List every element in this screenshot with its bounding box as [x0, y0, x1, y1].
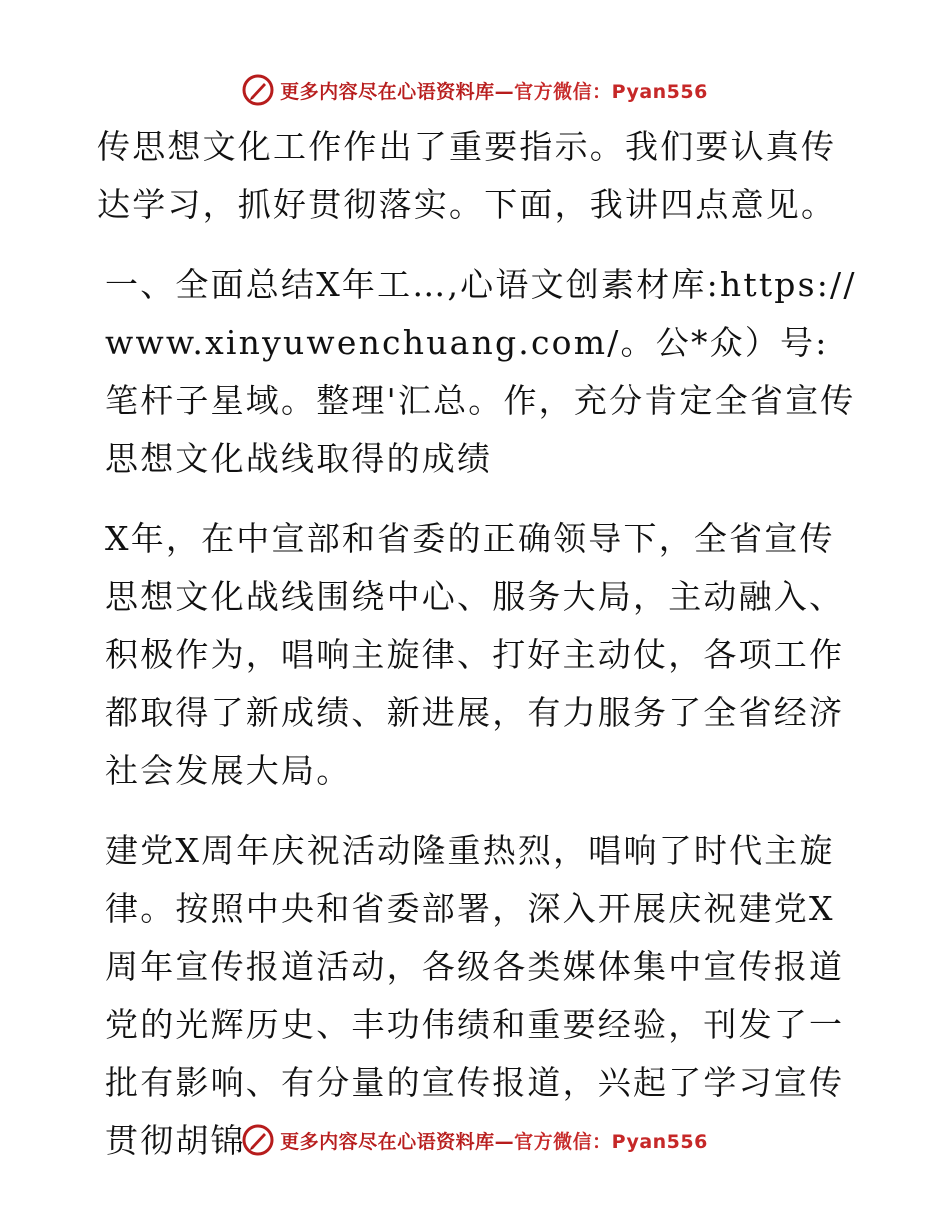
banner-label	[280, 77, 708, 104]
banner-text: 更多内容尽在心语资料库—	[280, 1130, 515, 1153]
quill-logo-icon	[242, 74, 274, 106]
quill-logo-icon	[242, 1124, 274, 1156]
banner-text: 更多内容尽在心语资料库—	[280, 80, 515, 103]
section-heading: 一、全面总结X年工…,心语文创素材库:https://www.xinyuwenchuang.com/。公*众）号:笔杆子星域。整理'汇总。作，充分肯定全省宣传思想文化战线取得的成绩	[105, 265, 857, 478]
header-banner	[0, 70, 950, 110]
document-body	[97, 118, 857, 1192]
footer-banner	[0, 1120, 950, 1160]
banner-label	[280, 1127, 708, 1154]
paragraph: 传思想文化工作作出了重要指示。我们要认真传达学习，抓好贯彻落实。下面，我讲四点意见。	[97, 127, 837, 224]
paragraph: X年，在中宣部和省委的正确领导下，全省宣传思想文化战线围绕中心、服务大局，主动融入、积极作为，唱响主旋律、打好主动仗，各项工作都取得了新成绩、新进展，有力服务了全省经济社会发展大局。	[105, 519, 845, 790]
banner-wechat: 官方微信：Pyan556	[514, 1130, 708, 1153]
banner-wechat: 官方微信：Pyan556	[514, 80, 708, 103]
paragraph: 建党X周年庆祝活动隆重热烈，唱响了时代主旋律。按照中央和省委部署，深入开展庆祝建党X周年宣传报道活动，各级各类媒体集中宣传报道党的光辉历史、丰功伟绩和重要经验，刊发了一批有影响、有分量的宣传报道，兴起了学习宣传贯彻胡锦	[105, 831, 845, 1160]
